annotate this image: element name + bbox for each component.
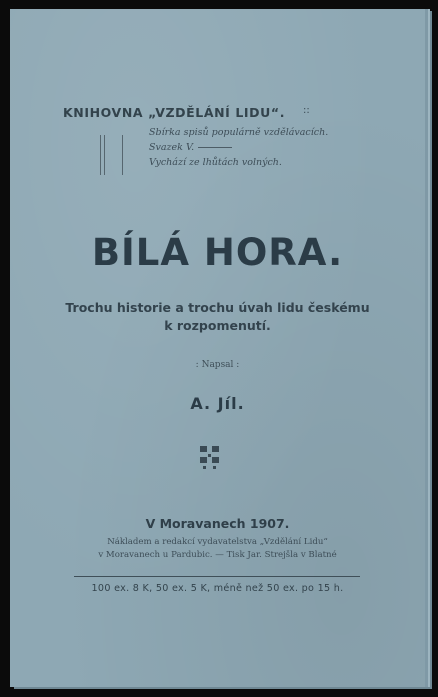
vertical-rule-ornament bbox=[100, 135, 124, 175]
place-and-year: V Moravanech 1907. bbox=[145, 516, 290, 531]
vertical-rule bbox=[104, 135, 105, 175]
subtitle-line: Trochu historie a trochu úvah lidu českému bbox=[65, 300, 370, 315]
publisher-info bbox=[10, 536, 425, 562]
vertical-rule bbox=[122, 135, 123, 175]
vertical-rule bbox=[100, 135, 101, 175]
book-title: BÍLÁ HORA. bbox=[91, 231, 344, 274]
price-list: 100 ex. 8 K, 50 ex. 5 K, méně než 50 ex. po 15 h. bbox=[91, 583, 344, 594]
volume-row bbox=[149, 140, 328, 155]
series-ornament-dots: :: bbox=[303, 105, 310, 116]
ornament-icon bbox=[195, 442, 225, 472]
author-name: A. Jíl. bbox=[190, 394, 245, 413]
publication-note: Vychází ze lhůtách volných. bbox=[149, 157, 282, 168]
divider-rule bbox=[74, 576, 360, 577]
subtitle-line: k rozpomenutí. bbox=[164, 318, 271, 333]
series-title: KNIHOVNA „VZDĚLÁNÍ LIDU“. bbox=[63, 105, 286, 120]
publisher-line: Nákladem a redakcí vydavatelstva „Vzdělání Lidu“ bbox=[107, 537, 328, 547]
book-cover bbox=[10, 9, 428, 687]
publisher-line: v Moravanech u Pardubic. — Tisk Jar. Strejšla v Blatné bbox=[98, 550, 337, 560]
volume-blank-line bbox=[198, 147, 232, 148]
book-subtitle bbox=[10, 299, 425, 335]
written-by-label: : Napsal : bbox=[195, 360, 240, 370]
volume-label: Svazek V. bbox=[149, 142, 195, 153]
series-subtitle: Sbírka spisů populárně vzdělávacích. bbox=[149, 127, 329, 138]
series-info bbox=[149, 125, 328, 170]
